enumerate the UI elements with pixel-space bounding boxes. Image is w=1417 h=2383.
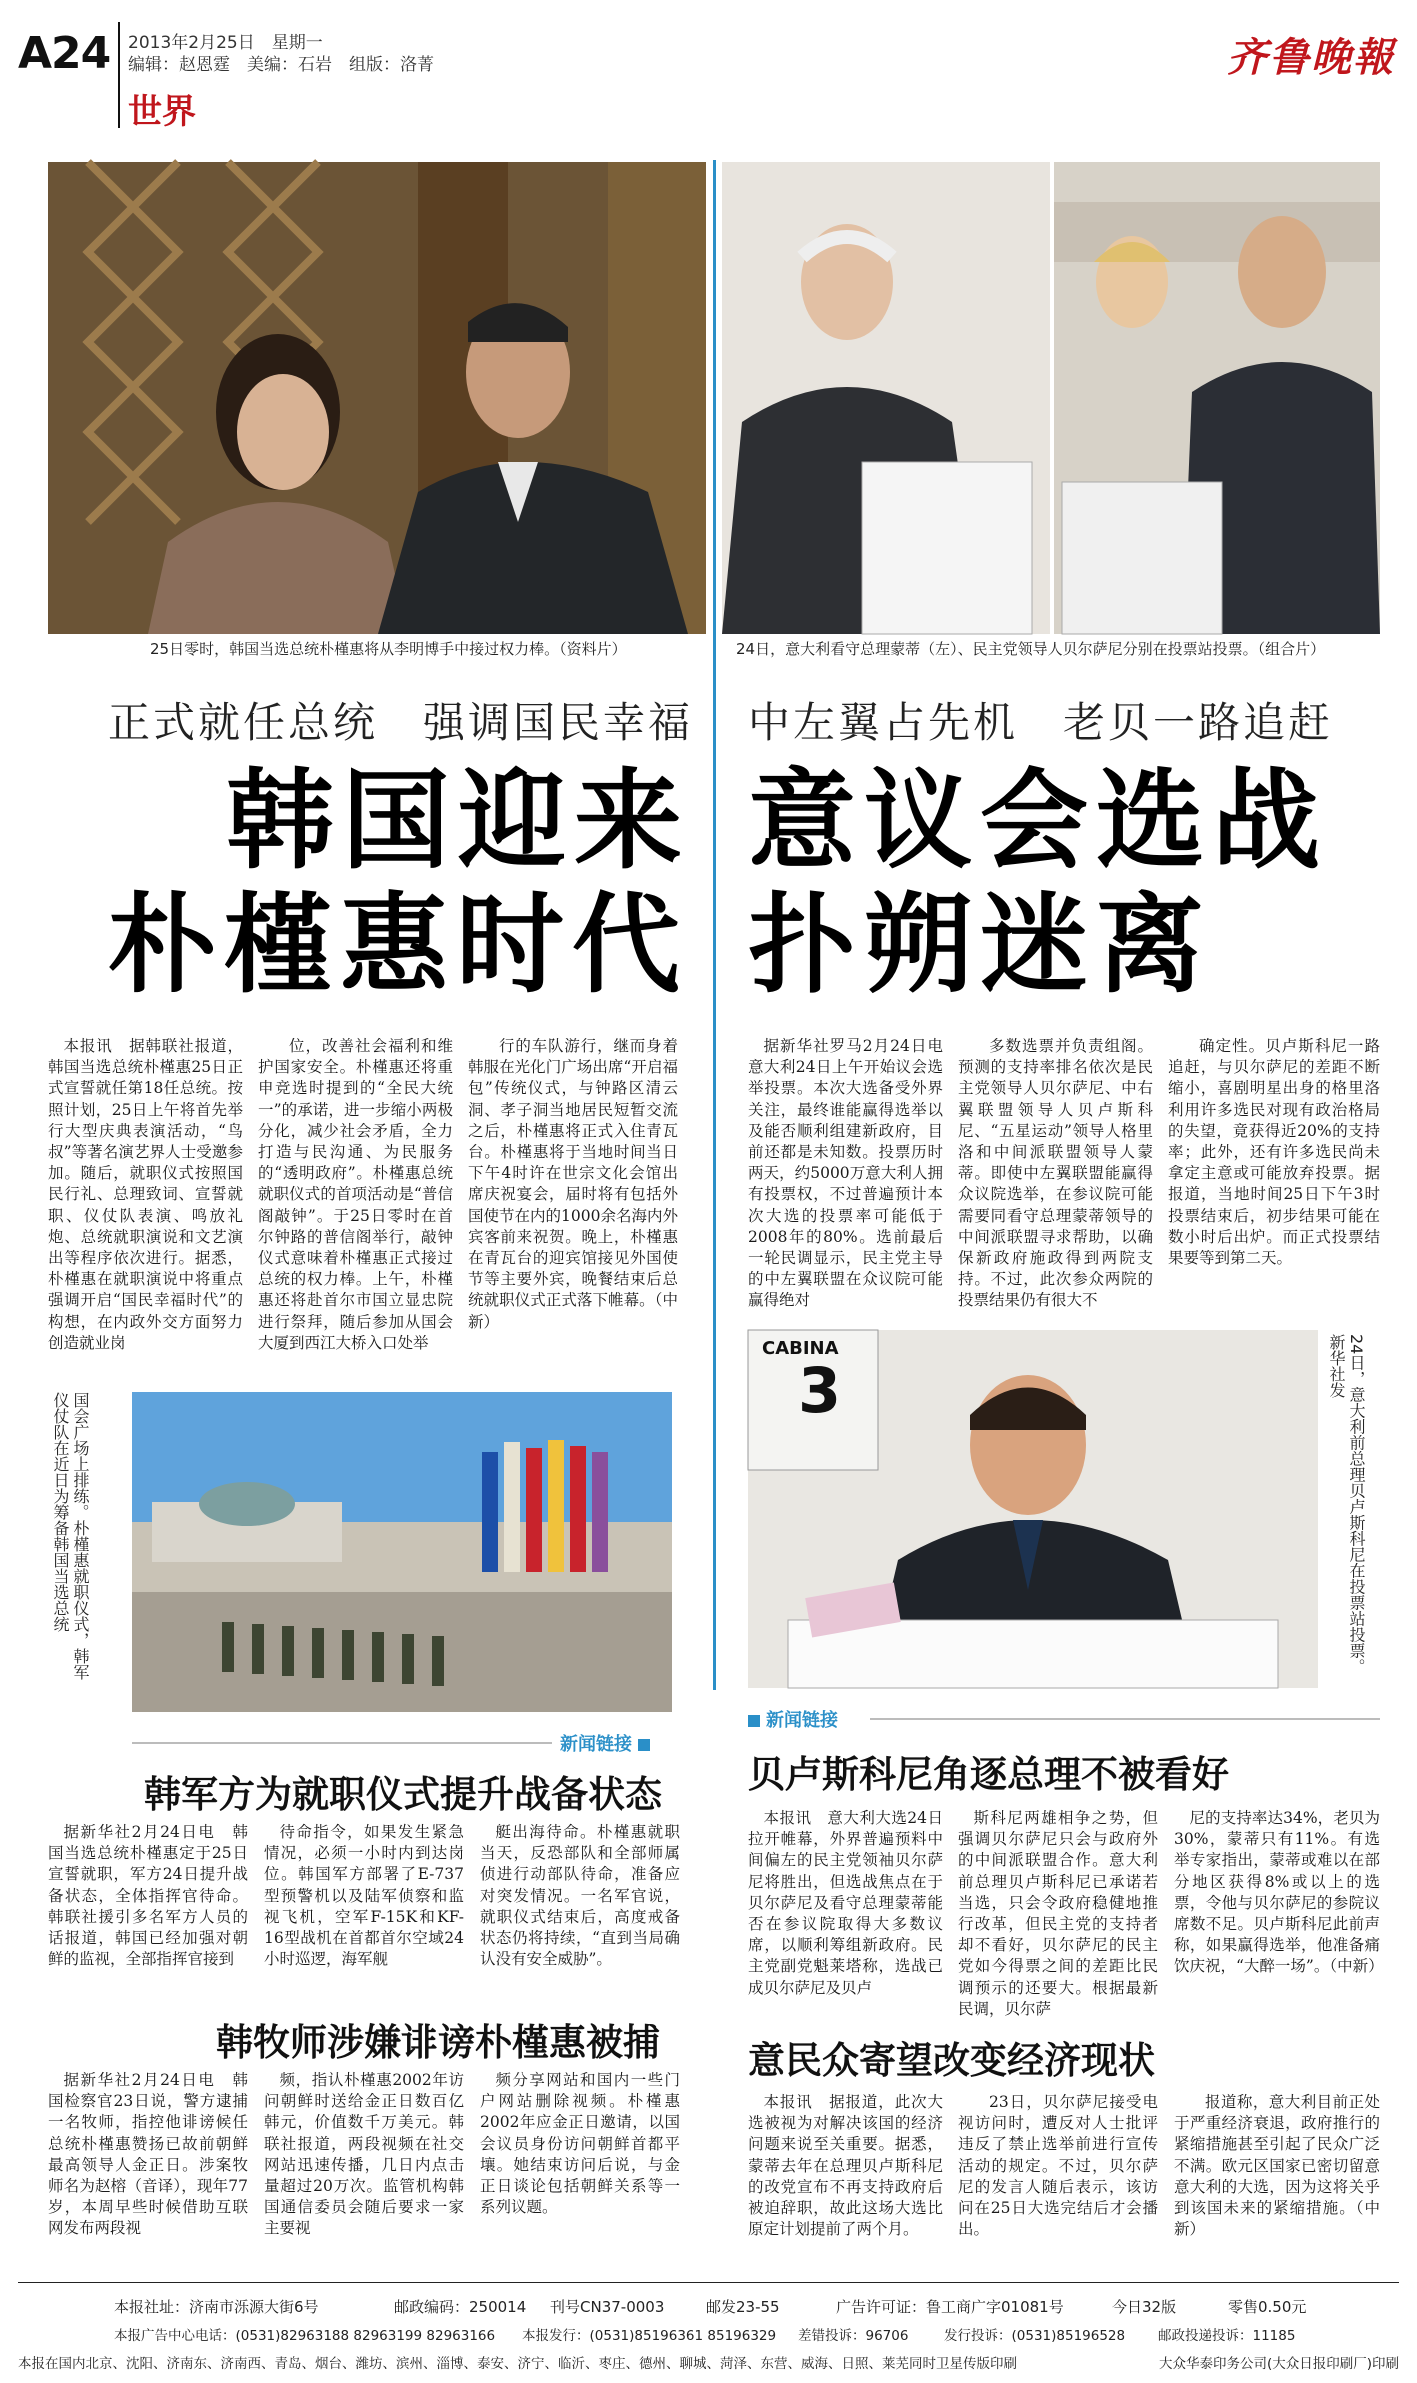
- korea-link2-col2: 频，指认朴槿惠2002年访问朝鲜时送给金正日数百亿韩元，价值数千万美元。韩联社报道，两段视频在社交网站迅速传播，几日内点击量超过20万次。监管机构韩国通信委员会随后要求一家主要视: [264, 2071, 464, 2238]
- left-story-col3: 行的车队游行，继而身着韩服在光化门广场出席“开启福包”传统仪式，与钟路区清云洞、孝子洞当地居民短暂交流之后，朴槿惠将正式入住青瓦台。朴槿惠将于当地时间当日下午4时许在世宗文化会馆出席庆祝宴会，届时将有包括外国使节在内的1000余名海内外宾客前来祝贺。晚上，朴槿惠在青瓦台的迎宾馆接见外国使节等主要外宾，晚餐结束后总统就职仪式正式落下帷幕。（中新）: [468, 1037, 678, 1331]
- footer-print-sites: 本报在国内北京、沈阳、济南东、济南西、青岛、烟台、潍坊、滨州、淄博、泰安、济宁、临沂、枣庄、德州、聊城、菏泽、东营、威海、日照、莱芜同时卫星传版印刷: [18, 2356, 1017, 2372]
- photo-caption-right: 24日，意大利看守总理蒙蒂（左）、民主党领导人贝尔萨尼分别在投票站投票。（组合片）: [736, 640, 1326, 658]
- italy-link2-col2: 23日，贝尔萨尼接受电视访问时，遭反对人士批评违反了禁止选举前进行宣传活动的规定。不过，贝尔萨尼的发言人随后表示，该访问在25日大选完结后才会播出。: [958, 2093, 1158, 2239]
- italy-link1-col2: 斯科尼两雄相争之势，但强调贝尔萨尼只会与政府外的中间派联盟合作。意大利前总理贝卢斯科尼已承诺若当选，只会令政府稳健地推行改革，但民主党的支持者却不看好，贝尔萨尼的民主党如今得票之间的差距比民调预示的还要大。根据最新民调，贝尔萨: [958, 1809, 1158, 2018]
- park-lee-handshake-photo: [48, 162, 706, 634]
- right-kicker: 中左翼占先机 老贝一路追赶: [748, 698, 1334, 747]
- left-story-col1: 本报讯 据韩联社报道，韩国当选总统朴槿惠25日正式宣誓就任第18任总统。按照计划，25日上午将首先举行大型庆典表演活动，“鸟叔”等著名演艺界人士受邀参加。随后，就职仪式按照国民行礼、总理致词、宣誓就职、仪仗队表演、鸣放礼炮、总统就职演说和文艺演出等程序依次进行。据悉，朴槿惠在就职演说中将重点强调开启“国民幸福时代”的构想，在内政外交方面努力创造就业岗: [48, 1037, 243, 1352]
- news-link-rule-left: [132, 1742, 552, 1744]
- page-number: A24: [18, 28, 111, 79]
- staff-line: 编辑：赵恩霆 美编：石岩 组版：洛菁: [128, 55, 434, 75]
- italy-link2-col1: 本报讯 据报道，此次大选被视为对解决该国的经济问题来说至关重要。据悉，蒙蒂去年在总理贝卢斯科尼的改党宣布不再支持政府后被迫辞职，故此这场大选比原定计划提前了两个月。: [748, 2093, 943, 2239]
- booth-label: CABINA: [762, 1338, 839, 1359]
- left-headline-line2: 朴槿惠时代: [108, 883, 689, 1008]
- left-headline-line1: 韩国迎来: [226, 759, 691, 884]
- square-icon: [638, 1739, 650, 1751]
- italy-link-headline-2: 意民众寄望改变经济现状: [748, 2039, 1155, 2082]
- berlusconi-photo-caption: 24日，意大利前总理贝卢斯科尼在投票站投票。新华社发: [1327, 1334, 1366, 1675]
- right-headline-line1: 意议会选战: [748, 759, 1329, 884]
- news-link-tag-left: 新闻链接: [560, 1730, 656, 1756]
- footer-printer: 大众华泰印务公司(大众日报印刷厂)印刷: [1158, 2356, 1399, 2372]
- korea-link2-col3: 频分享网站和国内一些门户网站删除视频。朴槿惠2002年应金正日邀请，以国会议员身份访问朝鲜首都平壤。她结束访问后说，与金正日谈论包括朝鲜关系等一系列议题。: [480, 2071, 680, 2217]
- masthead-divider: [118, 22, 120, 128]
- footer-ad-license: 广告许可证：鲁工商广字01081号: [836, 2298, 1064, 2316]
- square-icon: [748, 1715, 760, 1727]
- section-label: 世界: [128, 92, 196, 132]
- right-story-col3: 确定性。贝卢斯科尼一路追赶，与贝尔萨尼的差距不断缩小，喜剧明星出身的格里洛利用许多选民对现有政治格局的失望，竟获得近20%的支持率；此外，还有许多选民尚未拿定主意或可能放弃投票。据报道，当地时间25日下午3时投票结束后，初步结果可能在数小时后出炉。而正式投票结果要等到第二天。: [1168, 1037, 1380, 1268]
- footer-address: 本报社址：济南市泺源大街6号: [114, 2298, 319, 2316]
- news-link-rule-right: [870, 1718, 1380, 1720]
- news-link-tag-right: 新闻链接: [742, 1706, 838, 1732]
- footer-rule: [18, 2282, 1399, 2283]
- korea-link-headline-1: 韩军方为就职仪式提升战备状态: [144, 1773, 662, 1816]
- footer-ad-phone: 本报广告中心电话：(0531)82963188 82963199 82963166: [114, 2328, 496, 2344]
- italy-link1-col3: 尼的支持率达34%，老贝为30%，蒙蒂只有11%。有选举专家指出，蒙蒂或难以在部分地区获得8%或以上的选票，令他与贝尔萨尼的参院议席数不足。贝卢斯科尼此前声称，如果赢得选举，他准备痛饮庆祝，“大醉一场”。（中新）: [1174, 1809, 1384, 1976]
- parliament-photo-caption: 国会广场上排练。朴槿惠就职仪式，韩军仪仗队在近日为筹备韩国当选总统: [51, 1392, 90, 1680]
- right-headline-line2: 扑朔迷离: [748, 883, 1213, 1008]
- footer-distribution-complaint: 发行投诉：(0531)85196528: [944, 2328, 1126, 2344]
- footer-issn: 刊号CN37-0003: [550, 2298, 665, 2316]
- korea-link1-col2: 待命指令，如果发生紧急情况，必须一小时内到达岗位。韩国军方部署了E-737型预警机以及陆军侦察和监视飞机，空军F-15K和KF-16型战机在首都首尔空域24小时巡逻，海军舰: [264, 1823, 464, 1969]
- date-line: 2013年2月25日 星期一: [128, 33, 323, 53]
- footer-price: 零售0.50元: [1228, 2298, 1307, 2316]
- left-kicker: 正式就任总统 强调国民幸福: [108, 698, 694, 747]
- left-story-col2: 位，改善社会福利和维护国家安全。朴槿惠还将重申竞选时提到的“全民大统一”的承诺，进一步缩小两极分化，减少社会矛盾，全力打造与民沟通、为民服务的“透明政府”。朴槿惠总统就职仪式的首项活动是“普信阁敲钟”。于25日零时在首尔钟路的普信阁举行，敲钟仪式意味着朴槿惠正式接过总统的权力棒。上午，朴槿惠还将赴首尔市国立显忠院进行祭拜，随后参加从国会大厦到西江大桥入口处举: [258, 1037, 453, 1352]
- footer-postal-code: 邮发23-55: [706, 2298, 780, 2316]
- right-story-col1: 据新华社罗马2月24日电 意大利24日上午开始议会选举投票。本次大选备受外界关注，最终谁能赢得选举以及能否顺利组建新政府，目前还都是未知数。投票历时两天，约5000万意大利人拥有投票权，不过普遍预计本次大选的投票率可能低于2008年的80%。选前最后一轮民调显示，民主党主导的中左翼联盟在众议院可能赢得绝对: [748, 1037, 959, 1310]
- monti-bersani-voting-photo: [722, 162, 1380, 634]
- footer-page-count: 今日32版: [1112, 2298, 1177, 2316]
- footer-error-report: 差错投诉：96706: [798, 2328, 909, 2344]
- italy-link1-col1: 本报讯 意大利大选24日拉开帷幕，外界普遍预料中间偏左的民主党领袖贝尔萨尼将胜出，但选战焦点在于贝尔萨尼及看守总理蒙蒂能否在参议院取得大多数议席，以顺利筹组新政府。民主党副党魁莱塔称，选战已成贝尔萨尼及贝卢: [748, 1809, 943, 1997]
- korea-link1-col1: 据新华社2月24日电 韩国当选总统朴槿惠定于25日宣誓就职，军方24日提升战备状态，全体指挥官待命。韩联社援引多名军方人员的话报道，韩国已经加强对朝鲜的监视，全部指挥官接到: [48, 1823, 248, 1969]
- footer-delivery-complaint: 邮政投递投诉：11185: [1158, 2328, 1296, 2344]
- right-story-col2: 多数选票并负责组阁。预测的支持率排名依次是民主党领导人贝尔萨尼、中右翼联盟领导人贝卢斯科尼、“五星运动”领导人格里洛和中间派联盟领导人蒙蒂。即使中左翼联盟能赢得众议院选举，在参议院可能需要同看守总理蒙蒂领导的中间派联盟寻求帮助，以确保新政府施政得到两院支持。不过，此次参众两院的投票结果仍有很大不: [958, 1037, 1153, 1310]
- italy-link-headline-1: 贝卢斯科尼角逐总理不被看好: [748, 1753, 1229, 1796]
- footer-postcode: 邮政编码：250014: [394, 2298, 527, 2316]
- column-divider: [713, 160, 716, 1690]
- korea-link2-col1: 据新华社2月24日电 韩国检察官23日说，警方逮捕一名牧师，指控他诽谤候任总统朴槿惠赞扬已故前朝鲜最高领导人金正日。涉案牧师名为赵榕（音译），现年77岁，本周早些时候借助互联网发布两段视: [48, 2071, 248, 2238]
- korea-link-headline-2: 韩牧师涉嫌诽谤朴槿惠被捕: [216, 2021, 660, 2064]
- italy-link2-col3: 报道称，意大利目前正处于严重经济衰退，政府推行的紧缩措施甚至引起了民众广泛不满。欧元区国家已密切留意意大利的大选，因为这将关乎到该国未来的紧缩措施。（中新）: [1174, 2093, 1380, 2239]
- parliament-rehearsal-photo: [132, 1392, 672, 1712]
- footer-distribution: 本报发行：(0531)85196361 85196329: [522, 2328, 777, 2344]
- newspaper-logo: 齐鲁晚報: [1227, 34, 1395, 81]
- korea-link1-col3: 艇出海待命。朴槿惠就职当天，反恐部队和全部师属侦进行动部队待命，准备应对突发情况。一名军官说，就职仪式结束后，高度戒备状态仍将持续，“直到当局确认没有安全威胁”。: [480, 1823, 680, 1969]
- booth-number: 3: [798, 1354, 842, 1427]
- photo-caption-left: 25日零时，韩国当选总统朴槿惠将从李明博手中接过权力棒。（资料片）: [150, 640, 627, 658]
